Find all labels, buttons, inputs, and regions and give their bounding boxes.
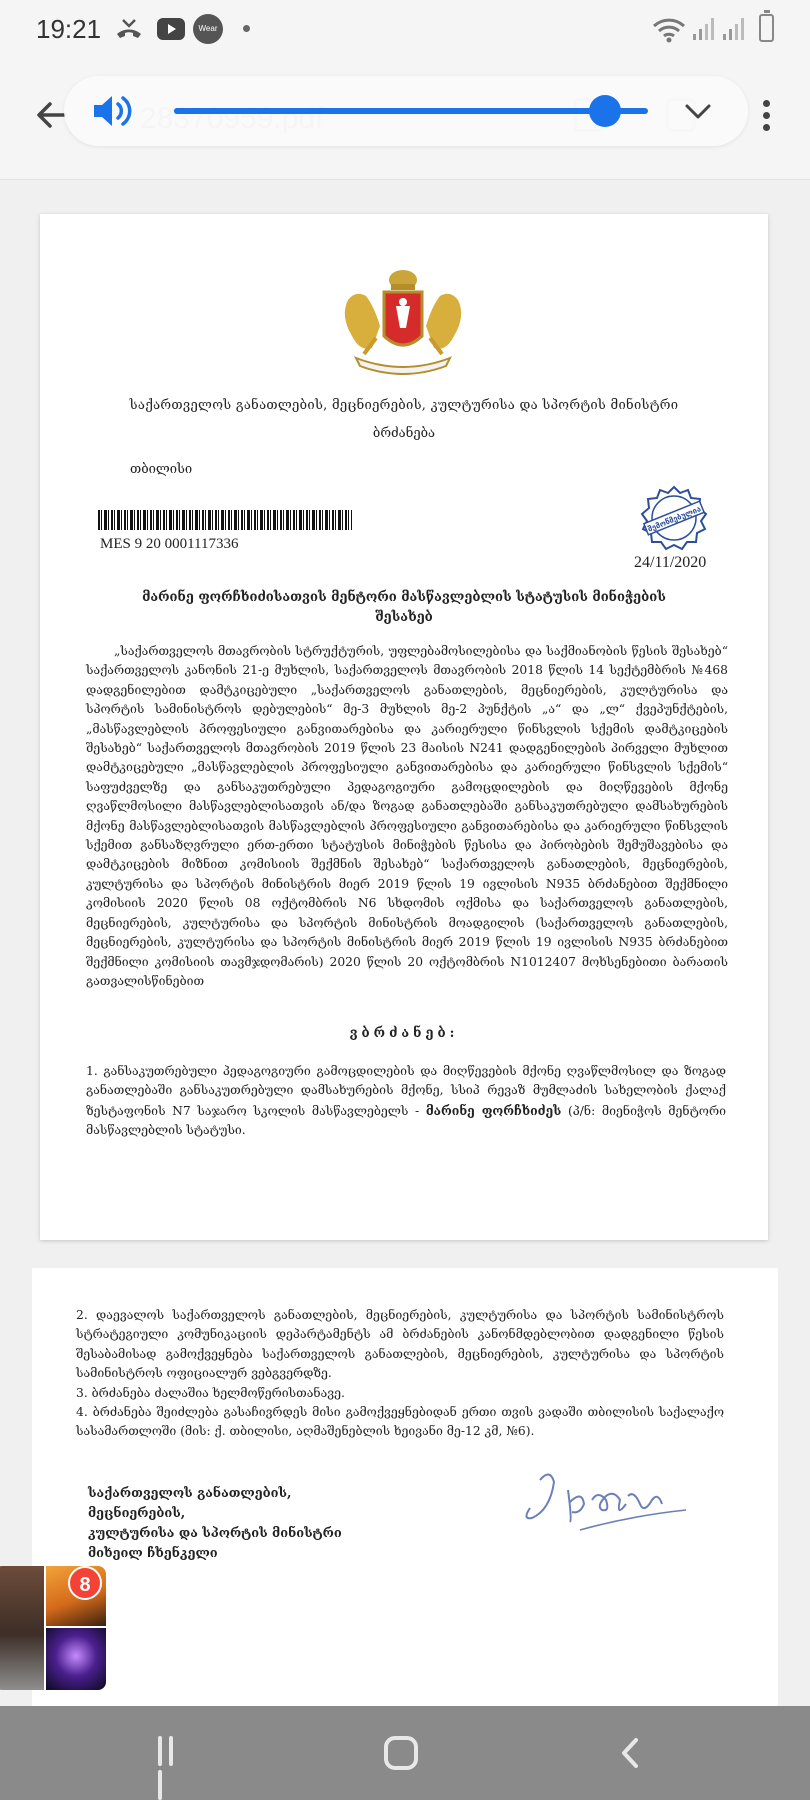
barcode — [98, 510, 352, 530]
signal-icon — [692, 16, 716, 42]
audio-progress-fill — [174, 108, 605, 114]
clock: 19:21 — [36, 14, 102, 44]
signatory-line-1: საქართველოს განათლების, მეცნიერების, — [88, 1486, 292, 1521]
signatory-name: მიხეილ ჩხენკელი — [88, 1546, 218, 1561]
pdf-toolbar — [0, 60, 810, 180]
order-items-list — [76, 1306, 724, 1442]
order-preamble: „საქართველოს მთავრობის სტრუქტურის, უფლებამოსილებისა და საქმიანობის წესის შესახებ“ საქართველოს კანონის 21-ე მუხლის, საქართველოს მთავრობის 2018 წლის 14 სექტემბრის №468 დადგენილებით დამტკიცებული „საქართველოს განათლების, მეცნიერების, კულტურისა და სპორტის სამინისტროს დებულების“ მე-3 მუხლის მე-2 პუნქტის „ა“ და „ლ“ ქვეპუნქტების, „მასწავლებლის პროფესიული განვითარებისა და კარიერული წინსვლის სქემის დამტკიცების შესახებ“ საქართველოს მთავრობის 2019 წლის 23 მაისის N241 დადგენილების პირველი მუხლით დამტკიცებული „მასწავლებლის პროფესიული განვითარებისა და კარიერული წინსვლის სქემის“ საფუძველზე და განსაკუთრებული პედაგოგიური გამოცდილების და მიღწევების მქონე ღვაწლმოსილი მასწავლებლისათვის ან/და ზოგად განათლებაში განსაკუთრებული დამსახურების მქონე მასწავლებლისათვის მასწავლებლის პროფესიული განვითარებისა და კარიერული წინსვლის სქემით განსაზღვრული ერთ-ერთი სტატუსის მინიჭების წესისა და პირობების შემუშავებისა და დამტკიცების მიზნით კომისიის შექმნის შესახებ“ საქართველოს განათლების, მეცნიერების, კულტურისა და სპორტის მინისტრის მიერ 2019 წლის 19 ივლისის N935 ბრძანებით შექმნილი კომისიის 2020 წლის 08 ოქტომბრის N6 სხდომის ოქმისა და საქართველოს განათლების, მეცნიერების, კულტურისა და სპორტის მინისტრის მოადგილის (საქართველოს განათლების, მეცნიერების, კულტურისა და სპორტის მინისტრის მიერ 2019 წლის 19 ივლისის N935 ბრძანებით შექმნილი კომისიის თავმჯდომარის) 2020 წლის 20 ოქტომბრის N1012407 მოხსენებითი ბარათის გათვალისწინებით — [86, 644, 728, 988]
city-label: თბილისი — [130, 462, 193, 477]
coat-of-arms-icon — [336, 266, 470, 378]
order-heading: ვბრძანებ: — [349, 1026, 459, 1041]
audio-player — [64, 76, 748, 146]
youtube-icon — [157, 18, 185, 40]
notification-dot-icon — [243, 25, 250, 32]
home-icon[interactable] — [384, 1736, 418, 1770]
order-subject: მარინე ფორჩხიძისათვის მენტორი მასწავლებლის სტატუსის მინიჭების შესახებ — [142, 590, 666, 625]
pdf-page-1 — [40, 214, 768, 1240]
system-navigation-bar — [0, 1706, 810, 1800]
audio-progress-track[interactable] — [174, 108, 648, 114]
speaker-icon[interactable] — [92, 93, 136, 129]
order-item-1-tail: (პ/ნ: მიენიჭოს მენტორი მასწავლებლის სტატუსი. — [86, 1103, 726, 1138]
audio-progress-knob[interactable] — [589, 95, 621, 127]
pdf-page-2 — [32, 1268, 778, 1708]
order-item-2: 2. დაევალოს საქართველოს განათლების, მეცნიერების, კულტურისა და სპორტის სამინისტროს სტრატეგიული კომუნიკაციის დეპარტამენტს ამ ბრძანების კანონმდებლობით დადგენილი წესის შესაბამისად გამოქვეყნება საქართველოს განათლების, მეცნიერების, კულტურისა და სპორტის სამინისტროს ოფიციალურ ვებგვერდზე. — [76, 1308, 724, 1381]
order-item-4: 4. ბრძანება შეიძლება გასაჩივრდეს მისი გამოქვეყნებიდან ერთი თვის ვადაში თბილისის საქალაქო სასამართლოში (მის: ქ. თბილისი, აღმაშენებლის ხეივანი მე-12 კმ, №6). — [76, 1405, 724, 1439]
handwritten-signature — [510, 1460, 692, 1550]
back-arrow-icon[interactable] — [34, 98, 68, 132]
wear-icon: Wear — [193, 14, 223, 44]
verified-stamp-icon — [640, 484, 708, 552]
contact-avatar — [46, 1628, 106, 1690]
stamp-label: შემოწმებულია — [646, 504, 703, 534]
wifi-icon — [652, 16, 686, 44]
order-item-1 — [86, 1062, 726, 1141]
unread-count-badge: 8 — [68, 1566, 102, 1600]
registration-number: MES 9 20 0001117336 — [100, 536, 239, 552]
recent-apps-icon[interactable] — [158, 1736, 190, 1770]
order-title: ბრძანება — [372, 426, 436, 441]
document-date: 24/11/2020 — [634, 554, 707, 571]
signatory-line-2: კულტურისა და სპორტის მინისტრი — [88, 1526, 342, 1541]
signal-icon — [722, 16, 746, 42]
order-item-1-text: 1. განსაკუთრებული პედაგოგიური გამოცდილების და მიღწევების მქონე ღვაწლმოსილ და ზოგად განათლებაში განსაკუთრებული დამსახურების მქონე, სსიპ რევაზ მუმლაძის სახელობის ქალაქ ზესტაფონის N7 საჯარო სკოლის მასწავლებელს - — [86, 1064, 726, 1118]
contact-avatar — [0, 1566, 44, 1690]
ministry-header: საქართველოს განათლების, მეცნიერების, კულტურისა და სპორტის მინისტრი — [129, 398, 679, 413]
battery-icon — [759, 14, 774, 42]
status-bar — [0, 0, 810, 60]
signatory-block — [88, 1484, 388, 1564]
messenger-chat-head[interactable] — [0, 1566, 110, 1690]
missed-call-icon — [114, 18, 144, 44]
chevron-down-icon[interactable] — [682, 95, 714, 127]
more-options-icon[interactable] — [762, 100, 772, 138]
order-item-3: 3. ბრძანება ძალაშია ხელმოწერისთანავე. — [76, 1385, 345, 1400]
teacher-name: მარინე ფორჩხიძეს — [425, 1102, 562, 1118]
back-icon[interactable] — [614, 1736, 648, 1770]
